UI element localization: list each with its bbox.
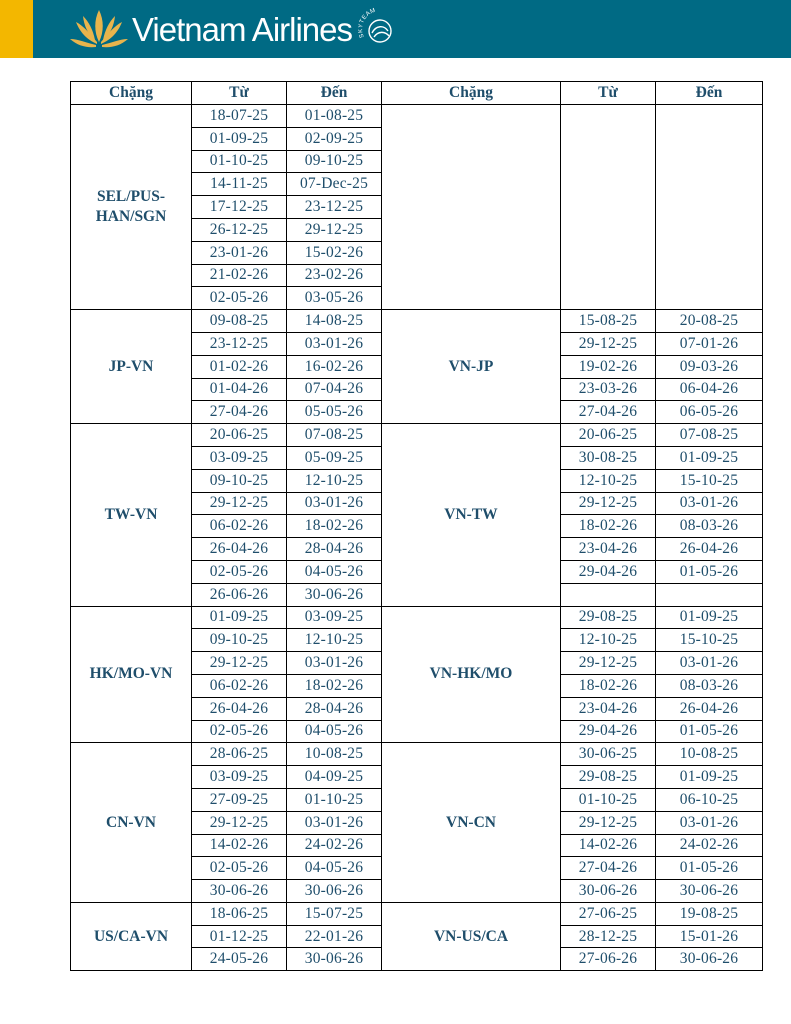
- inbound-to-date: 01-05-26: [656, 720, 763, 743]
- outbound-to-date: 14-08-25: [287, 310, 382, 333]
- inbound-from-date: 27-06-26: [561, 948, 656, 971]
- inbound-to-date: 08-03-26: [656, 674, 763, 697]
- inbound-route-cell: VN-HK/MO: [382, 606, 561, 743]
- inbound-to-date: 03-01-26: [656, 811, 763, 834]
- outbound-from-date: 17-12-25: [192, 196, 287, 219]
- inbound-route-cell: [382, 105, 561, 310]
- inbound-route-cell: VN-JP: [382, 310, 561, 424]
- inbound-from-date: 30-08-25: [561, 446, 656, 469]
- inbound-route-cell: VN-US/CA: [382, 902, 561, 970]
- outbound-to-date: 30-06-26: [287, 948, 382, 971]
- outbound-from-date: 01-10-25: [192, 150, 287, 173]
- outbound-to-date: 03-09-25: [287, 606, 382, 629]
- inbound-to-date: [656, 583, 763, 606]
- outbound-to-date: 07-08-25: [287, 424, 382, 447]
- lotus-logo-icon: [68, 6, 130, 52]
- inbound-to-date: 01-05-26: [656, 560, 763, 583]
- inbound-to-date: 30-06-26: [656, 880, 763, 903]
- outbound-from-date: 26-04-26: [192, 538, 287, 561]
- outbound-from-date: 09-10-25: [192, 629, 287, 652]
- outbound-from-date: 01-02-26: [192, 355, 287, 378]
- outbound-from-date: 26-12-25: [192, 218, 287, 241]
- outbound-from-date: 27-04-26: [192, 401, 287, 424]
- outbound-route-cell: US/CA-VN: [71, 902, 192, 970]
- outbound-from-date: 01-04-26: [192, 378, 287, 401]
- inbound-from-empty: [561, 105, 656, 310]
- inbound-from-date: 15-08-25: [561, 310, 656, 333]
- outbound-from-date: 23-12-25: [192, 332, 287, 355]
- outbound-to-date: 28-04-26: [287, 697, 382, 720]
- inbound-from-date: 29-12-25: [561, 492, 656, 515]
- inbound-to-date: 15-01-26: [656, 925, 763, 948]
- outbound-from-date: 21-02-26: [192, 264, 287, 287]
- outbound-to-date: 12-10-25: [287, 629, 382, 652]
- outbound-to-date: 03-01-26: [287, 652, 382, 675]
- outbound-from-date: 03-09-25: [192, 446, 287, 469]
- inbound-to-date: 06-05-26: [656, 401, 763, 424]
- inbound-to-date: 24-02-26: [656, 834, 763, 857]
- table-row: [71, 902, 763, 925]
- outbound-to-date: 30-06-26: [287, 583, 382, 606]
- inbound-to-date: 03-01-26: [656, 492, 763, 515]
- outbound-to-date: 22-01-26: [287, 925, 382, 948]
- alliance-name: SKYTEAM: [358, 7, 377, 39]
- inbound-to-date: 15-10-25: [656, 469, 763, 492]
- vietnam-airlines-logo: [68, 0, 402, 58]
- outbound-to-date: 15-02-26: [287, 241, 382, 264]
- inbound-from-date: 29-12-25: [561, 332, 656, 355]
- outbound-to-date: 03-01-26: [287, 811, 382, 834]
- inbound-to-date: 03-01-26: [656, 652, 763, 675]
- outbound-to-date: 04-05-26: [287, 720, 382, 743]
- inbound-to-date: 07-01-26: [656, 332, 763, 355]
- outbound-to-date: 07-04-26: [287, 378, 382, 401]
- outbound-from-date: 18-07-25: [192, 105, 287, 128]
- inbound-from-date: 23-04-26: [561, 697, 656, 720]
- header-inbound-to: Đến: [656, 82, 763, 105]
- outbound-from-date: 02-05-26: [192, 560, 287, 583]
- inbound-from-date: 29-04-26: [561, 560, 656, 583]
- outbound-to-date: 30-06-26: [287, 880, 382, 903]
- inbound-from-date: [561, 583, 656, 606]
- outbound-to-date: 12-10-25: [287, 469, 382, 492]
- inbound-from-date: 18-02-26: [561, 674, 656, 697]
- inbound-from-date: 29-08-25: [561, 606, 656, 629]
- table-row: [71, 105, 763, 128]
- brand-header: [0, 0, 791, 58]
- outbound-to-date: 23-12-25: [287, 196, 382, 219]
- outbound-from-date: 02-05-26: [192, 857, 287, 880]
- inbound-from-date: 01-10-25: [561, 788, 656, 811]
- outbound-from-date: 27-09-25: [192, 788, 287, 811]
- flight-schedule-table: [70, 81, 763, 971]
- inbound-from-date: 12-10-25: [561, 469, 656, 492]
- inbound-from-date: 27-06-25: [561, 902, 656, 925]
- inbound-from-date: 29-12-25: [561, 652, 656, 675]
- header-inbound-route: Chặng: [382, 82, 561, 105]
- outbound-from-date: 01-09-25: [192, 127, 287, 150]
- outbound-to-date: 18-02-26: [287, 515, 382, 538]
- inbound-to-date: 01-09-25: [656, 446, 763, 469]
- inbound-from-date: 30-06-25: [561, 743, 656, 766]
- outbound-from-date: 06-02-26: [192, 674, 287, 697]
- outbound-from-date: 28-06-25: [192, 743, 287, 766]
- outbound-route-cell: TW-VN: [71, 424, 192, 606]
- inbound-route-cell: VN-TW: [382, 424, 561, 606]
- outbound-to-date: 23-02-26: [287, 264, 382, 287]
- inbound-from-date: 20-06-25: [561, 424, 656, 447]
- brand-accent-strip: [0, 0, 33, 58]
- outbound-route-cell: SEL/PUS-HAN/SGN: [71, 105, 192, 310]
- inbound-from-date: 29-12-25: [561, 811, 656, 834]
- outbound-to-date: 05-09-25: [287, 446, 382, 469]
- table-row: [71, 743, 763, 766]
- table-row: [71, 310, 763, 333]
- svg-text:SKYTEAM: [358, 8, 377, 39]
- outbound-from-date: 29-12-25: [192, 652, 287, 675]
- outbound-from-date: 09-10-25: [192, 469, 287, 492]
- outbound-to-date: 18-02-26: [287, 674, 382, 697]
- inbound-to-date: 08-03-26: [656, 515, 763, 538]
- inbound-to-empty: [656, 105, 763, 310]
- outbound-to-date: 04-05-26: [287, 560, 382, 583]
- outbound-from-date: 14-11-25: [192, 173, 287, 196]
- inbound-from-date: 14-02-26: [561, 834, 656, 857]
- header-outbound-route: Chặng: [71, 82, 192, 105]
- inbound-from-date: 28-12-25: [561, 925, 656, 948]
- outbound-from-date: 24-05-26: [192, 948, 287, 971]
- inbound-to-date: 30-06-26: [656, 948, 763, 971]
- header-outbound-to: Đến: [287, 82, 382, 105]
- outbound-from-date: 26-06-26: [192, 583, 287, 606]
- inbound-from-date: 30-06-26: [561, 880, 656, 903]
- inbound-from-date: 12-10-25: [561, 629, 656, 652]
- outbound-to-date: 03-01-26: [287, 492, 382, 515]
- outbound-from-date: 03-09-25: [192, 766, 287, 789]
- outbound-route-cell: HK/MO-VN: [71, 606, 192, 743]
- outbound-from-date: 29-12-25: [192, 492, 287, 515]
- inbound-to-date: 01-05-26: [656, 857, 763, 880]
- outbound-route-cell: JP-VN: [71, 310, 192, 424]
- outbound-to-date: 07-Dec-25: [287, 173, 382, 196]
- inbound-to-date: 07-08-25: [656, 424, 763, 447]
- outbound-to-date: 29-12-25: [287, 218, 382, 241]
- inbound-to-date: 15-10-25: [656, 629, 763, 652]
- outbound-to-date: 04-09-25: [287, 766, 382, 789]
- outbound-from-date: 02-05-26: [192, 287, 287, 310]
- outbound-from-date: 14-02-26: [192, 834, 287, 857]
- outbound-from-date: 20-06-25: [192, 424, 287, 447]
- outbound-to-date: 03-05-26: [287, 287, 382, 310]
- outbound-to-date: 05-05-26: [287, 401, 382, 424]
- table-row: [71, 424, 763, 447]
- inbound-from-date: 27-04-26: [561, 401, 656, 424]
- inbound-to-date: 19-08-25: [656, 902, 763, 925]
- inbound-to-date: 20-08-25: [656, 310, 763, 333]
- inbound-from-date: 29-08-25: [561, 766, 656, 789]
- table-header-row: [71, 82, 763, 105]
- outbound-from-date: 01-12-25: [192, 925, 287, 948]
- outbound-to-date: 04-05-26: [287, 857, 382, 880]
- inbound-route-cell: VN-CN: [382, 743, 561, 903]
- outbound-to-date: 01-08-25: [287, 105, 382, 128]
- inbound-to-date: 26-04-26: [656, 697, 763, 720]
- inbound-from-date: 27-04-26: [561, 857, 656, 880]
- outbound-from-date: 18-06-25: [192, 902, 287, 925]
- inbound-from-date: 29-04-26: [561, 720, 656, 743]
- inbound-to-date: 26-04-26: [656, 538, 763, 561]
- outbound-from-date: 06-02-26: [192, 515, 287, 538]
- outbound-from-date: 09-08-25: [192, 310, 287, 333]
- outbound-from-date: 01-09-25: [192, 606, 287, 629]
- inbound-from-date: 23-03-26: [561, 378, 656, 401]
- inbound-from-date: 19-02-26: [561, 355, 656, 378]
- inbound-from-date: 18-02-26: [561, 515, 656, 538]
- inbound-to-date: 06-10-25: [656, 788, 763, 811]
- outbound-from-date: 26-04-26: [192, 697, 287, 720]
- inbound-to-date: 10-08-25: [656, 743, 763, 766]
- outbound-route-cell: CN-VN: [71, 743, 192, 903]
- inbound-to-date: 06-04-26: [656, 378, 763, 401]
- table-row: [71, 606, 763, 629]
- outbound-to-date: 09-10-25: [287, 150, 382, 173]
- outbound-to-date: 16-02-26: [287, 355, 382, 378]
- outbound-to-date: 03-01-26: [287, 332, 382, 355]
- outbound-to-date: 15-07-25: [287, 902, 382, 925]
- outbound-from-date: 29-12-25: [192, 811, 287, 834]
- outbound-to-date: 10-08-25: [287, 743, 382, 766]
- outbound-from-date: 02-05-26: [192, 720, 287, 743]
- inbound-to-date: 01-09-25: [656, 766, 763, 789]
- inbound-to-date: 09-03-26: [656, 355, 763, 378]
- header-inbound-from: Từ: [561, 82, 656, 105]
- brand-name: Vietnam Airlines: [132, 10, 353, 48]
- outbound-to-date: 01-10-25: [287, 788, 382, 811]
- skyteam-alliance-icon: [358, 7, 402, 51]
- inbound-from-date: 23-04-26: [561, 538, 656, 561]
- outbound-to-date: 02-09-25: [287, 127, 382, 150]
- outbound-from-date: 30-06-26: [192, 880, 287, 903]
- outbound-to-date: 28-04-26: [287, 538, 382, 561]
- inbound-to-date: 01-09-25: [656, 606, 763, 629]
- outbound-from-date: 23-01-26: [192, 241, 287, 264]
- header-outbound-from: Từ: [192, 82, 287, 105]
- outbound-to-date: 24-02-26: [287, 834, 382, 857]
